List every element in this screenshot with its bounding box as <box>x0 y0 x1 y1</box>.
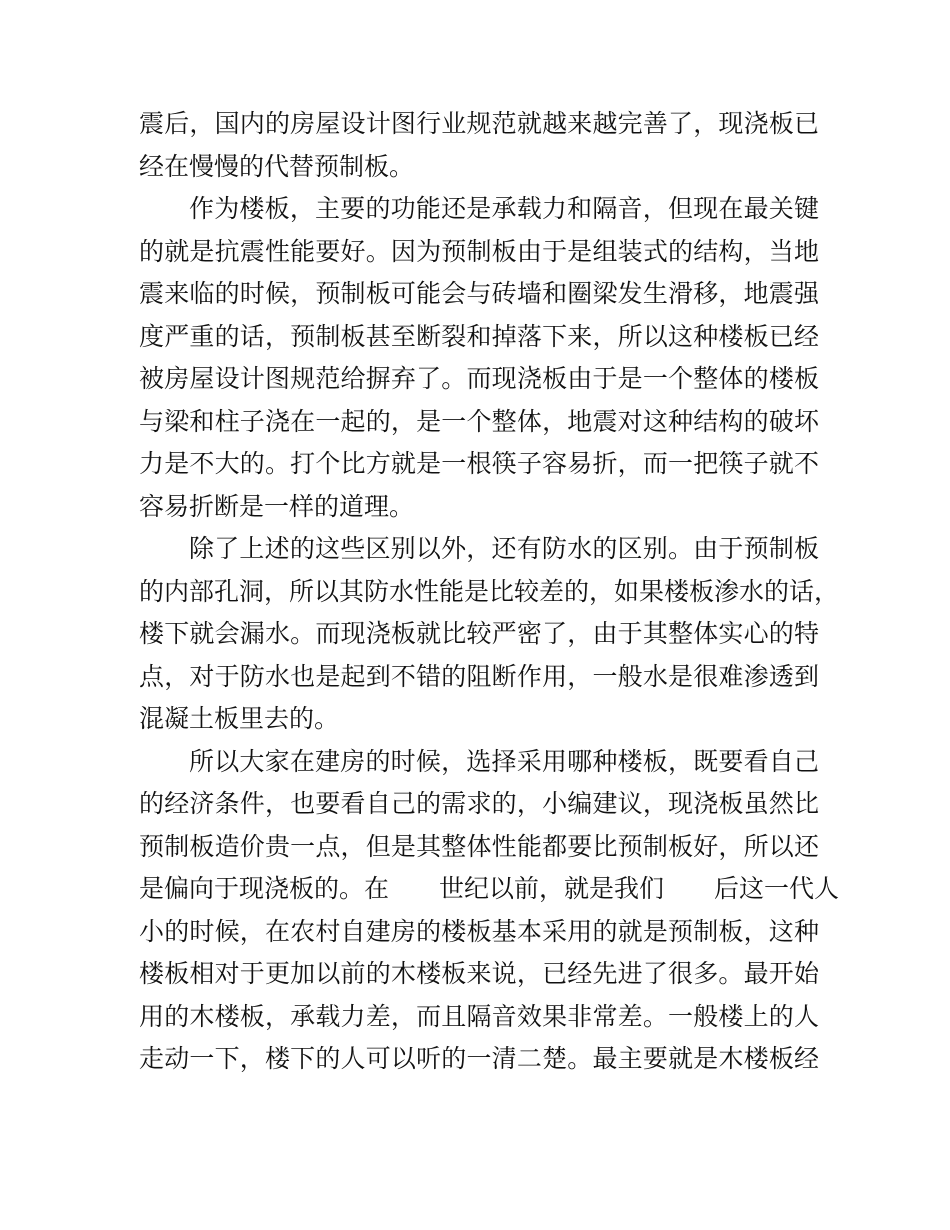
text-line: 度严重的话，预制板甚至断裂和掉落下来，所以这种楼板已经 <box>139 321 819 351</box>
document-body <box>139 103 840 1081</box>
text-line: 的经济条件，也要看自己的需求的，小编建议，现浇板虽然比 <box>139 789 819 818</box>
text-line: 楼下就会漏水。而现浇板就比较严密了，由于其整体实心的特 <box>139 619 819 648</box>
text-line: 力是不大的。打个比方就是一根筷子容易折，而一把筷子就不 <box>139 449 819 478</box>
text-line: 楼板相对于更加以前的木楼板来说，已经先进了很多。最开始 <box>139 959 819 988</box>
text-line: 走动一下，楼下的人可以听的一清二楚。最主要就是木楼板经 <box>139 1044 819 1073</box>
text-line: 小的时候，在农村自建房的楼板基本采用的就是预制板，这种 <box>139 916 819 946</box>
text-line: 所以大家在建房的时候，选择采用哪种楼板，既要看自己 <box>189 746 819 776</box>
text-line: 的内部孔洞，所以其防水性能是比较差的，如果楼板渗水的话， <box>139 576 840 606</box>
text-line: 点，对于防水也是起到不错的阻断作用，一般水是很难渗透到 <box>139 661 819 691</box>
text-line: 经在慢慢的代替预制板。 <box>139 151 415 181</box>
text-line: 的就是抗震性能要好。因为预制板由于是组装式的结构，当地 <box>139 236 819 266</box>
text-line: 混凝土板里去的。 <box>139 704 340 733</box>
text-line: 容易折断是一样的道理。 <box>139 491 415 521</box>
text-line: 与梁和柱子浇在一起的，是一个整体，地震对这种结构的破坏 <box>139 406 819 436</box>
text-line: 预制板造价贵一点，但是其整体性能都要比预制板好，所以还 <box>139 831 819 861</box>
text-line: 震来临的时候，预制板可能会与砖墙和圈梁发生滑移，地震强 <box>139 279 819 308</box>
text-line: 震后，国内的房屋设计图行业规范就越来越完善了，现浇板已 <box>139 109 819 138</box>
text-line: 用的木楼板，承载力差，而且隔音效果非常差。一般楼上的人 <box>139 1001 819 1031</box>
text-line: 除了上述的这些区别以外，还有防水的区别。由于预制板 <box>189 534 819 563</box>
text-line: 被房屋设计图规范给摒弃了。而现浇板由于是一个整体的楼板 <box>139 364 819 393</box>
text-line: 作为楼板，主要的功能还是承载力和隔音，但现在最关键 <box>189 194 819 223</box>
text-line: 是偏向于现浇板的。在 世纪以前，就是我们 后这一代人 <box>139 874 840 903</box>
